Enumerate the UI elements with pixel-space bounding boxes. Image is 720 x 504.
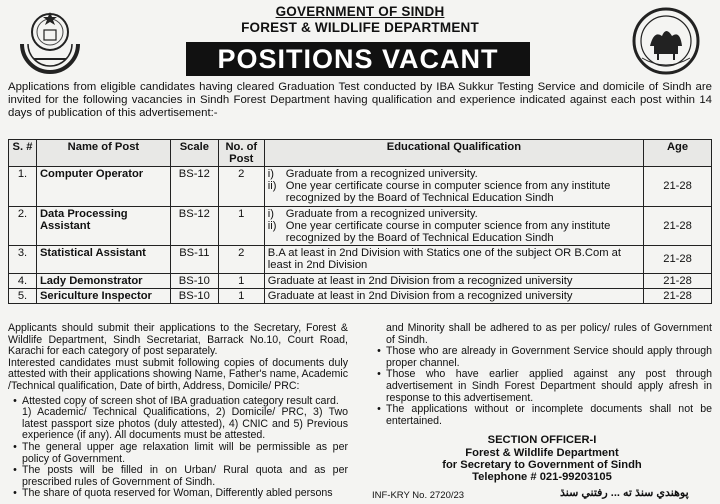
cell-sno: 4. — [9, 273, 37, 288]
bullet-icon: • — [377, 368, 381, 381]
cell-sno: 3. — [9, 246, 37, 273]
cell-age: 21-28 — [644, 206, 712, 246]
qualification-text: Graduate at least in 2nd Division from a recognized university — [267, 274, 573, 287]
list-item: • Those who are already in Government Service should apply through proper channel. — [372, 346, 712, 369]
bullet-icon: • — [377, 345, 381, 358]
cell-qualification — [264, 246, 643, 273]
qualification-marker: i) — [267, 168, 274, 180]
documents-paragraph: Interested candidates must submit following copies of documents duly attested with their applications showing Name, Father's name, Academic /Technical qualification, Date of birth, Address, Domicile/ PRC: — [8, 356, 349, 392]
instructions-right-column — [372, 323, 712, 483]
qualification-line — [268, 180, 640, 204]
header-qualification: Educational Qualification — [264, 140, 643, 167]
cell-scale: BS-12 — [170, 167, 218, 207]
bullet-icon: • — [13, 394, 17, 407]
qualification-text: One year certificate course in computer science from any institute recognized by the Board of Technical Education Sindh — [285, 219, 611, 245]
list-item: • The posts will be filled in on Urban/ Rural quota and as per prescribed rules of Government of Sindh. — [8, 465, 348, 488]
cell-age: 21-28 — [644, 273, 712, 288]
cell-no-of-post: 1 — [218, 288, 264, 303]
intro-paragraph: Applications from eligible candidates having cleared Graduation Test conducted by IBA Sukkur Testing Service and domicile of Sindh are invited for the following vacancies in Sindh Forest Department having qualification and experience indicated against each post within 14 days of publication of this advertisement:- — [8, 81, 712, 119]
qualification-line — [268, 290, 640, 302]
cell-no-of-post: 1 — [218, 273, 264, 288]
cell-post: Data Processing Assistant — [36, 206, 170, 246]
list-item: 1) Academic/ Technical Qualifications, 2) Domicile/ PRC, 3) Two latest passport size photos (duly attested), 4) CNIC and 5) Previous experience (if any). All documents must be attested. — [22, 406, 348, 442]
inf-number: INF-KRY No. 2720/23 — [372, 490, 465, 501]
qualification-text: One year certificate course in computer science from any institute recognized by the Board of Technical Education Sindh — [285, 180, 611, 205]
government-title: GOVERNMENT OF SINDH — [275, 4, 445, 19]
cell-post: Computer Operator — [36, 167, 170, 207]
cell-age: 21-28 — [644, 288, 712, 303]
header-no-of-post: No. of Post — [218, 140, 264, 167]
header-scale: Scale — [170, 140, 218, 167]
header-age: Age — [644, 140, 712, 167]
qualification-marker: ii) — [267, 180, 277, 193]
cell-qualification — [264, 273, 643, 288]
bullet-icon: • — [377, 403, 381, 416]
qualification-text: Graduate at least in 2nd Division from a recognized university — [267, 289, 573, 302]
qualification-text: Graduate from a recognized university. — [285, 168, 478, 180]
signatory-department: Forest & Wildlife Department — [465, 446, 619, 459]
table-row — [9, 288, 712, 303]
cell-no-of-post: 1 — [218, 206, 264, 246]
forest-department-logo-icon — [628, 6, 704, 76]
cell-no-of-post: 2 — [218, 167, 264, 207]
sindhi-slogan: پوھندي سنڌ ته ... رفتني سنڌ — [560, 487, 689, 499]
list-item: • The general upper age relaxation limit will be permissible as per policy of Government. — [8, 442, 348, 465]
cell-scale: BS-11 — [170, 246, 218, 273]
cell-post: Statistical Assistant — [36, 246, 170, 273]
cell-scale: BS-10 — [170, 273, 218, 288]
cell-no-of-post: 2 — [218, 246, 264, 273]
header-post: Name of Post — [36, 140, 170, 167]
cell-qualification — [264, 167, 643, 207]
qualification-line — [268, 247, 640, 271]
cell-qualification — [264, 288, 643, 303]
list-item: • Those who have earlier applied against any post through advertisement in Sindh Forest Department should apply afresh in response to this advertisement. — [372, 369, 712, 404]
cell-age: 21-28 — [644, 167, 712, 207]
qualification-line — [268, 168, 640, 180]
header-sno: S. # — [9, 140, 37, 167]
vacancy-rows — [9, 167, 712, 304]
submission-paragraph: Applicants should submit their applications to the Secretary, Forest & Wildlife Department, Sindh Secretariat, Barrack No.10, Court Road, Karachi for each category of post separately. — [8, 322, 348, 358]
vacancy-table — [8, 139, 712, 304]
table-header-row — [9, 140, 712, 167]
instructions-left-column — [8, 323, 348, 500]
qualification-marker: ii) — [267, 219, 277, 232]
cell-post: Sericulture Inspector — [36, 288, 170, 303]
qualification-text: B.A at least in 2nd Division with Statics one of the subject OR B.Com at least in 2nd Division — [267, 247, 621, 272]
table-row — [9, 273, 712, 288]
header — [0, 0, 720, 80]
cell-scale: BS-10 — [170, 288, 218, 303]
bullet-icon: • — [13, 440, 17, 453]
signatory-title: SECTION OFFICER-I — [487, 434, 597, 447]
qualification-line — [268, 208, 640, 220]
cell-age: 21-28 — [644, 246, 712, 273]
cell-sno: 2. — [9, 206, 37, 246]
table-row — [9, 167, 712, 207]
list-item: and Minority shall be adhered to as per policy/ rules of Government of Sindh. — [386, 322, 712, 346]
table-row — [9, 206, 712, 246]
cell-sno: 5. — [9, 288, 37, 303]
cell-scale: BS-12 — [170, 206, 218, 246]
positions-vacant-banner: POSITIONS VACANT — [186, 42, 530, 76]
cell-post: Lady Demonstrator — [36, 273, 170, 288]
qualification-line — [268, 220, 640, 244]
qualification-marker: i) — [267, 207, 274, 220]
cell-qualification — [264, 206, 643, 246]
list-item: • The share of quota reserved for Woman, Differently abled persons — [8, 488, 348, 500]
bullet-icon: • — [13, 487, 17, 500]
cell-sno: 1. — [9, 167, 37, 207]
signatory-telephone: Telephone # 021-99203105 — [472, 470, 612, 483]
qualification-line — [268, 275, 640, 287]
bullet-icon: • — [13, 464, 17, 477]
qualification-text: Graduate from a recognized university. — [285, 207, 478, 220]
list-item: • Attested copy of screen shot of IBA graduation category result card. — [8, 396, 348, 408]
table-row — [9, 246, 712, 273]
signatory-for: for Secretary to Government of Sindh — [442, 458, 642, 471]
list-item: • The applications without or incomplete documents shall not be entertained. — [372, 404, 712, 427]
department-title: FOREST & WILDLIFE DEPARTMENT — [241, 20, 479, 35]
